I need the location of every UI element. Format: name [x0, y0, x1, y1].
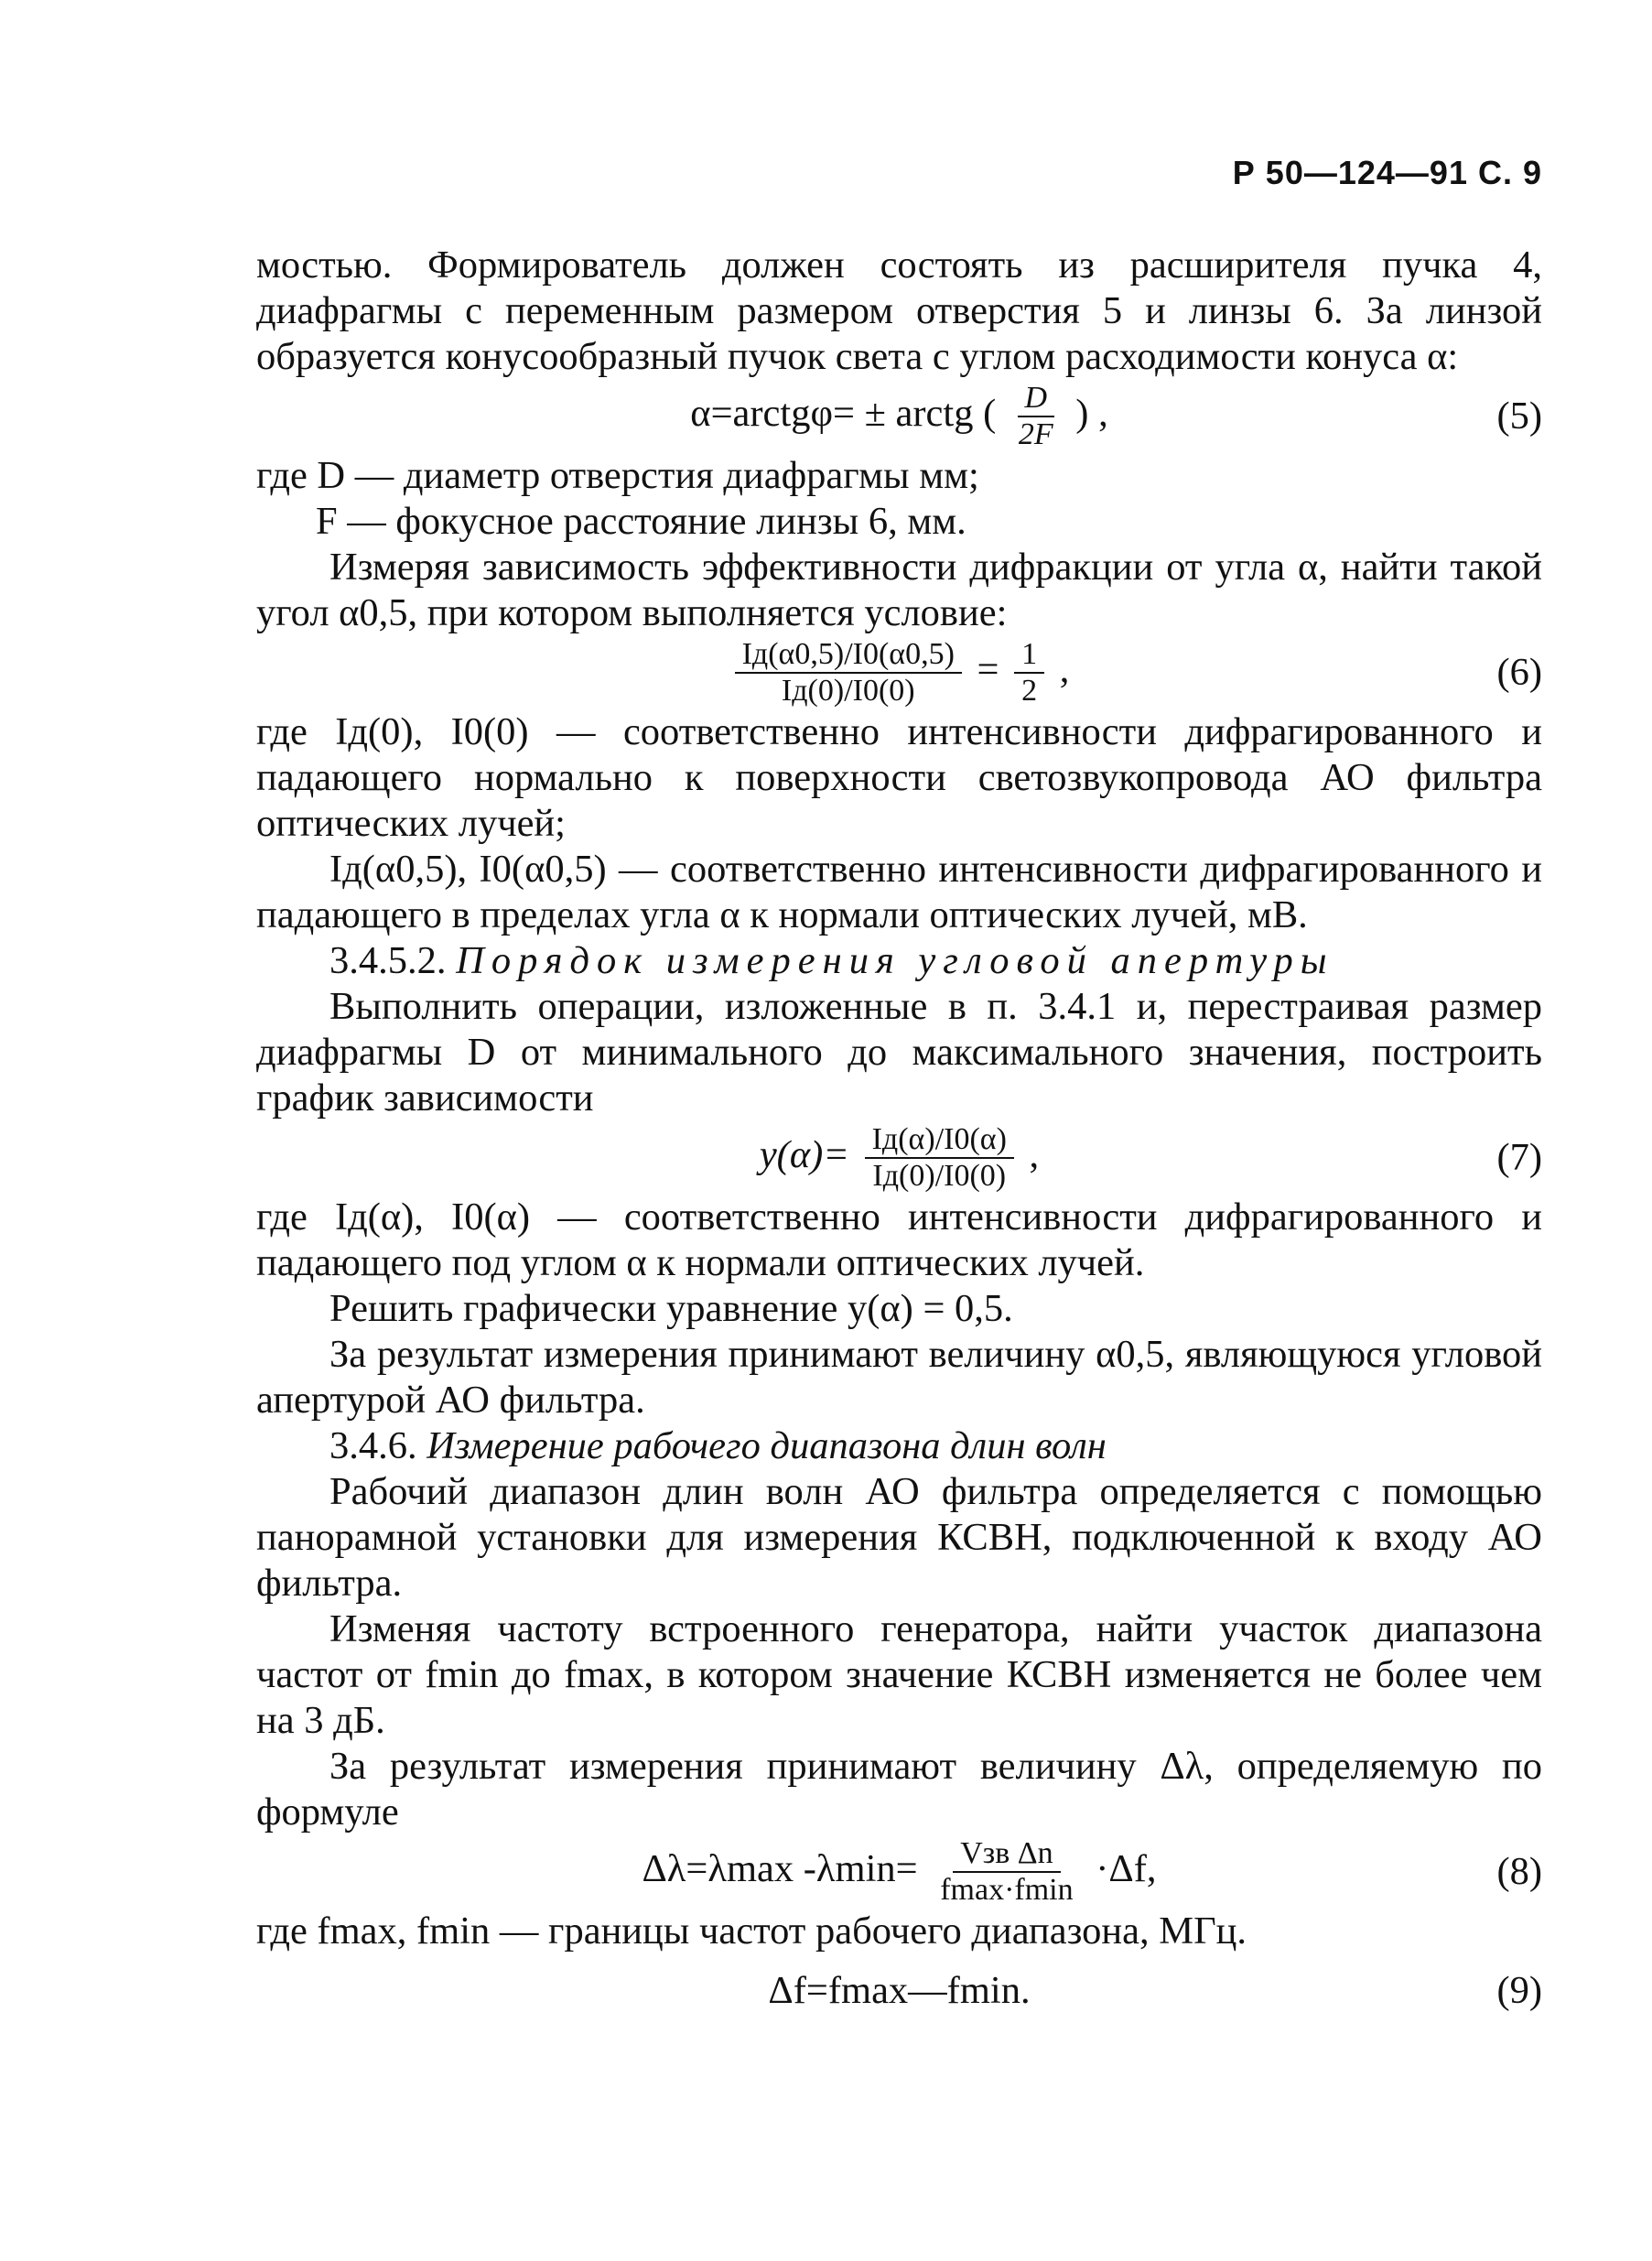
formula-5: α=arctgφ= ± arctg ( $\frac{D}{2F}$ ) , (5) — [690, 381, 1542, 451]
paragraph: Измеряя зависимость эффективности дифракции от угла α, найти такой угол α0,5, при котором выполняется условие: — [256, 546, 1542, 634]
paragraph: где Iд(0), I0(0) — соответственно интенсивности дифрагированного и падающего нормально к поверхности светозвукопровода АО фильтра оптических лучей; — [256, 710, 1542, 845]
formula-6: $\frac{Iд(\alpha 0,5)/I0(\alpha 0,5)}{Iд(0)/I0(0)}$ = $\frac{1}{2}$ , (6) — [256, 636, 1542, 709]
paragraph: За результат измерения принимают величину Δλ, определяемую по формуле — [256, 1745, 1542, 1834]
section-heading: 3.4.5.2. Порядок измерения угловой апертуры — [329, 939, 1334, 982]
equation-number: (8) — [1496, 1850, 1542, 1893]
paragraph: где Iд(α), I0(α) — соответственно интенсивности дифрагированного и падающего под углом α к нормали оптических лучей. — [256, 1195, 1542, 1284]
paragraph: Рабочий диапазон длин волн АО фильтра определяется с помощью панорамной установки для измерения КСВН, подключенной к входу АО фильтра. — [256, 1470, 1542, 1605]
paragraph: где D — диаметр отверстия диафрагмы мм; — [256, 454, 979, 497]
equation-number: (9) — [1496, 1969, 1542, 2012]
paragraph: Выполнить операции, изложенные в п. 3.4.1 и, перестраивая размер диафрагмы D от минимального до максимального значения, построить график зависимости — [256, 985, 1542, 1120]
paragraph: F — фокусное расстояние линзы 6, мм. — [316, 500, 966, 543]
paragraph: мостью. Формирователь должен состоять из расширителя пучка 4, диафрагмы с переменным размером отверстия 5 и линзы 6. За линзой образуется конусообразный пучок света с углом расходимости конуса α: — [256, 243, 1542, 378]
paragraph: Решить графически уравнение y(α) = 0,5. — [329, 1287, 1013, 1330]
equation-number: (7) — [1496, 1136, 1542, 1179]
body-text — [256, 243, 1542, 2028]
paragraph: Изменяя частоту встроенного генератора, найти участок диапазона частот от fmin до fmax, в котором значение КСВН изменяется не более чем на 3 дБ. — [256, 1607, 1542, 1742]
equation-number: (6) — [1496, 651, 1542, 694]
formula-7: y(α)= $\frac{Iд(\alpha)/I0(\alpha)}{Iд(0)/I0(0)}$ , (7) — [759, 1122, 1542, 1193]
section-heading: 3.4.6. Измерение рабочего диапазона длин волн — [329, 1424, 1107, 1467]
formula-8: Δλ=λmax -λmin= $\frac{\text{Vзв Δn}}{fmax\cdot fmin}$ ·Δf, (8) — [642, 1836, 1542, 1907]
paragraph: За результат измерения принимают величину α0,5, являющуюся угловой апертурой АО фильтра. — [256, 1333, 1542, 1422]
paragraph: где fmax, fmin — границы частот рабочего диапазона, МГц. — [256, 1909, 1247, 1953]
formula-9: Δf=fmax—fmin. (9) — [768, 1969, 1542, 2012]
page-header: Р 50—124—91 С. 9 — [1232, 154, 1542, 191]
equation-number: (5) — [1496, 395, 1542, 438]
paragraph: Iд(α0,5), I0(α0,5) — соответственно интенсивности дифрагированного и падающего в пределах угла α к нормали оптических лучей, мВ. — [256, 848, 1542, 936]
